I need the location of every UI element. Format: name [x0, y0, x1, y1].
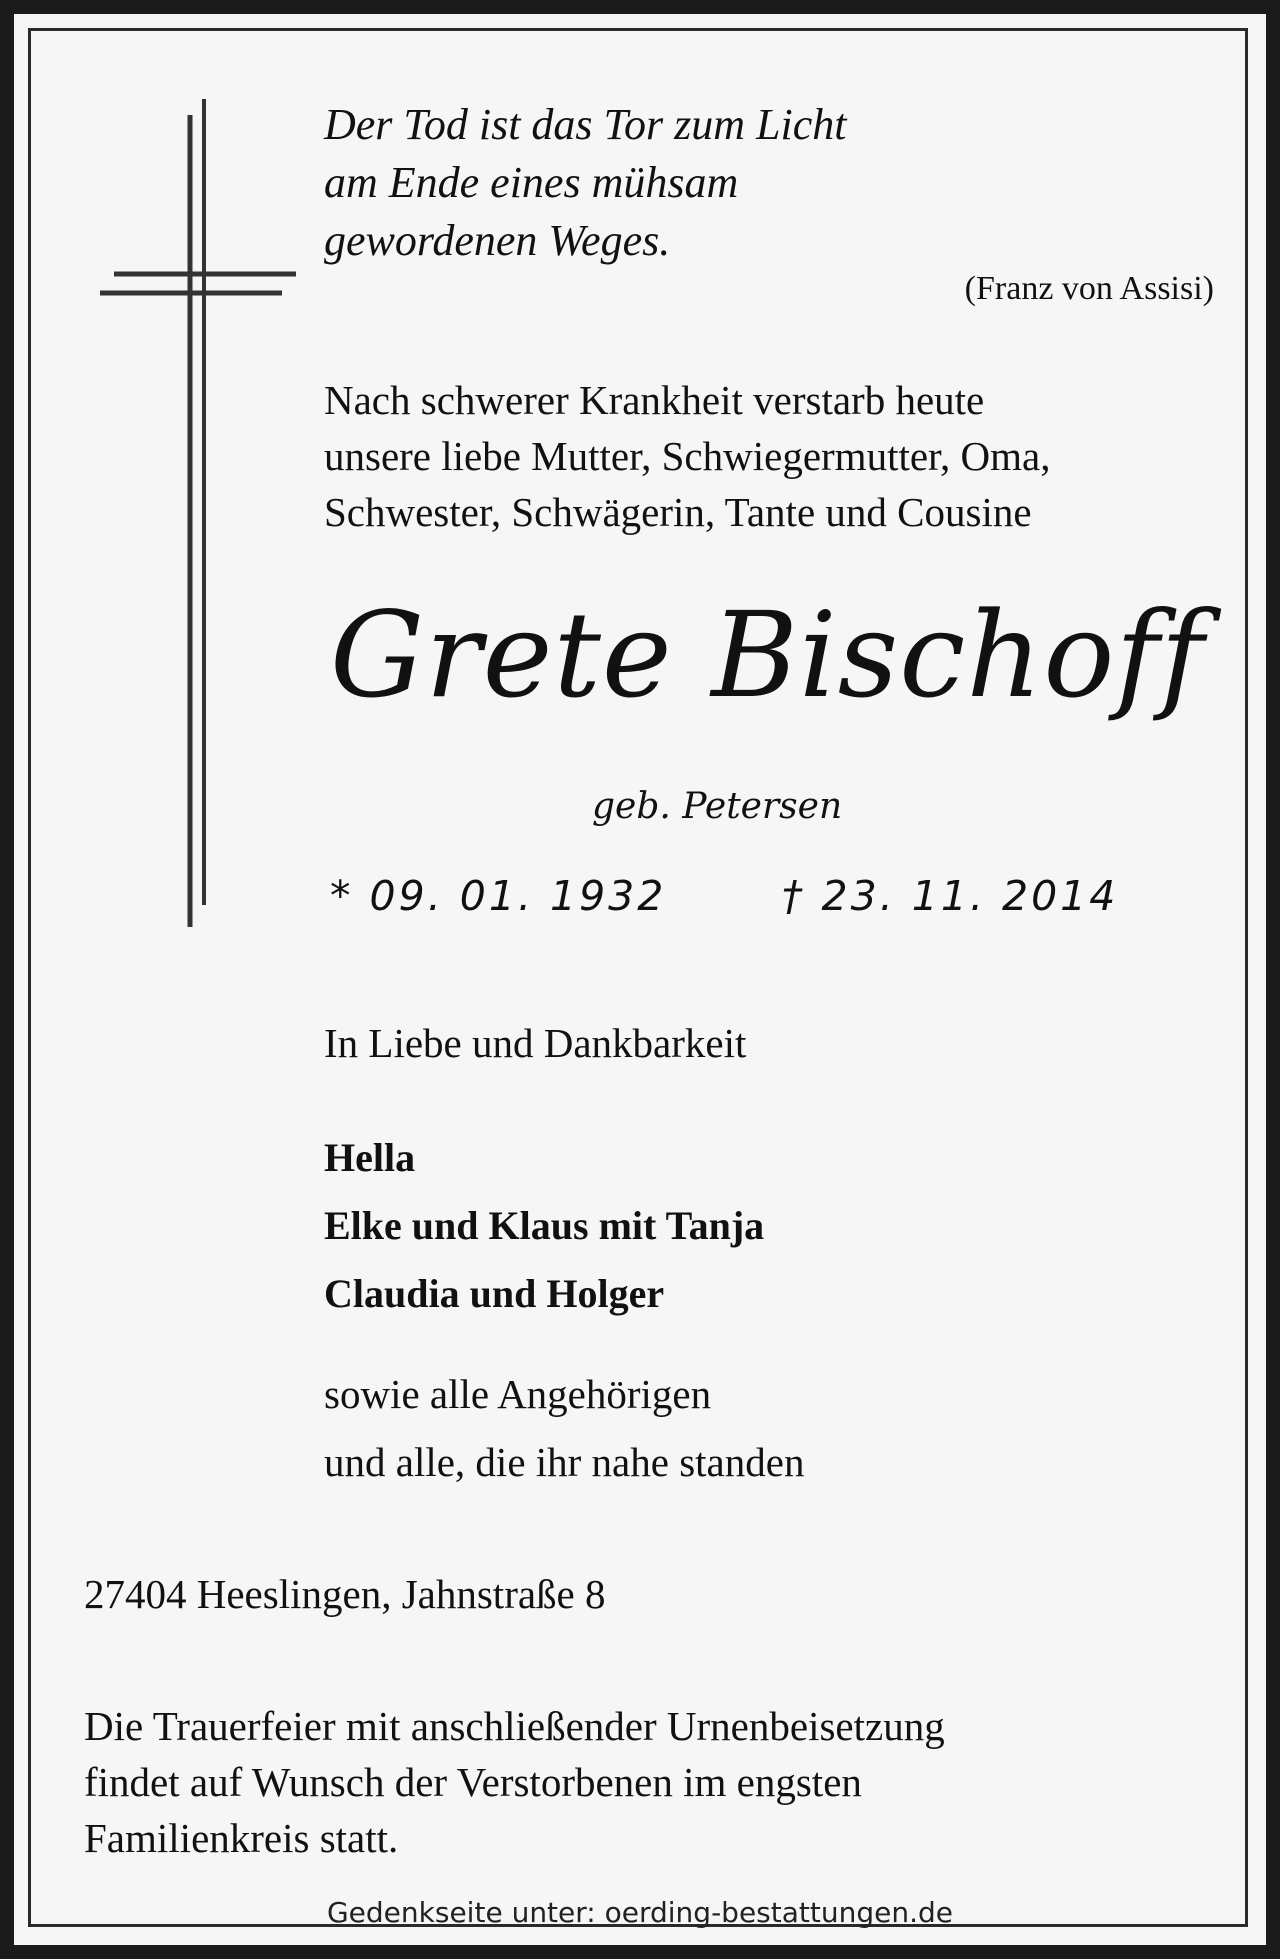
relatives-line: und alle, die ihr nahe standen — [324, 1439, 805, 1485]
mourner: Hella — [324, 1135, 416, 1180]
intro-text — [324, 372, 1051, 540]
funeral-notice — [84, 1698, 945, 1866]
intro-line: Nach schwerer Krankheit verstarb heute — [324, 377, 985, 423]
relatives-text — [324, 1360, 804, 1496]
birth-date: * 09. 01. 1932 — [330, 872, 667, 920]
deceased-name: Grete Bischoff — [330, 586, 1205, 724]
mourners-list — [324, 1124, 764, 1328]
intro-line: unsere liebe Mutter, Schwiegermutter, Oma, — [324, 433, 1051, 479]
mourner: Elke und Klaus mit Tanja — [324, 1203, 765, 1248]
relatives-line: sowie alle Angehörigen — [324, 1371, 712, 1417]
quote — [324, 96, 846, 270]
address: 27404 Heeslingen, Jahnstraße 8 — [84, 1571, 606, 1617]
quote-line: gewordenen Weges. — [324, 216, 671, 265]
notice-line: Familienkreis statt. — [84, 1815, 399, 1861]
quote-author: (Franz von Assisi) — [964, 270, 1214, 307]
notice-line: findet auf Wunsch der Verstorbenen im engsten — [84, 1759, 862, 1805]
memorial-page-link: Gedenkseite unter: oerding-bestattungen.de — [326, 1896, 953, 1929]
death-date: † 23. 11. 2014 — [782, 872, 1119, 920]
notice-line: Die Trauerfeier mit anschließender Urnenbeisetzung — [84, 1703, 945, 1749]
obituary-notice — [14, 14, 1266, 1945]
closing-phrase: In Liebe und Dankbarkeit — [324, 1020, 747, 1066]
maiden-name: geb. Petersen — [592, 786, 843, 827]
cross-icon — [84, 99, 304, 939]
intro-line: Schwester, Schwägerin, Tante und Cousine — [324, 489, 1032, 535]
quote-line: am Ende eines mühsam — [324, 158, 739, 207]
quote-line: Der Tod ist das Tor zum Licht — [324, 100, 847, 149]
mourner: Claudia und Holger — [324, 1271, 665, 1316]
